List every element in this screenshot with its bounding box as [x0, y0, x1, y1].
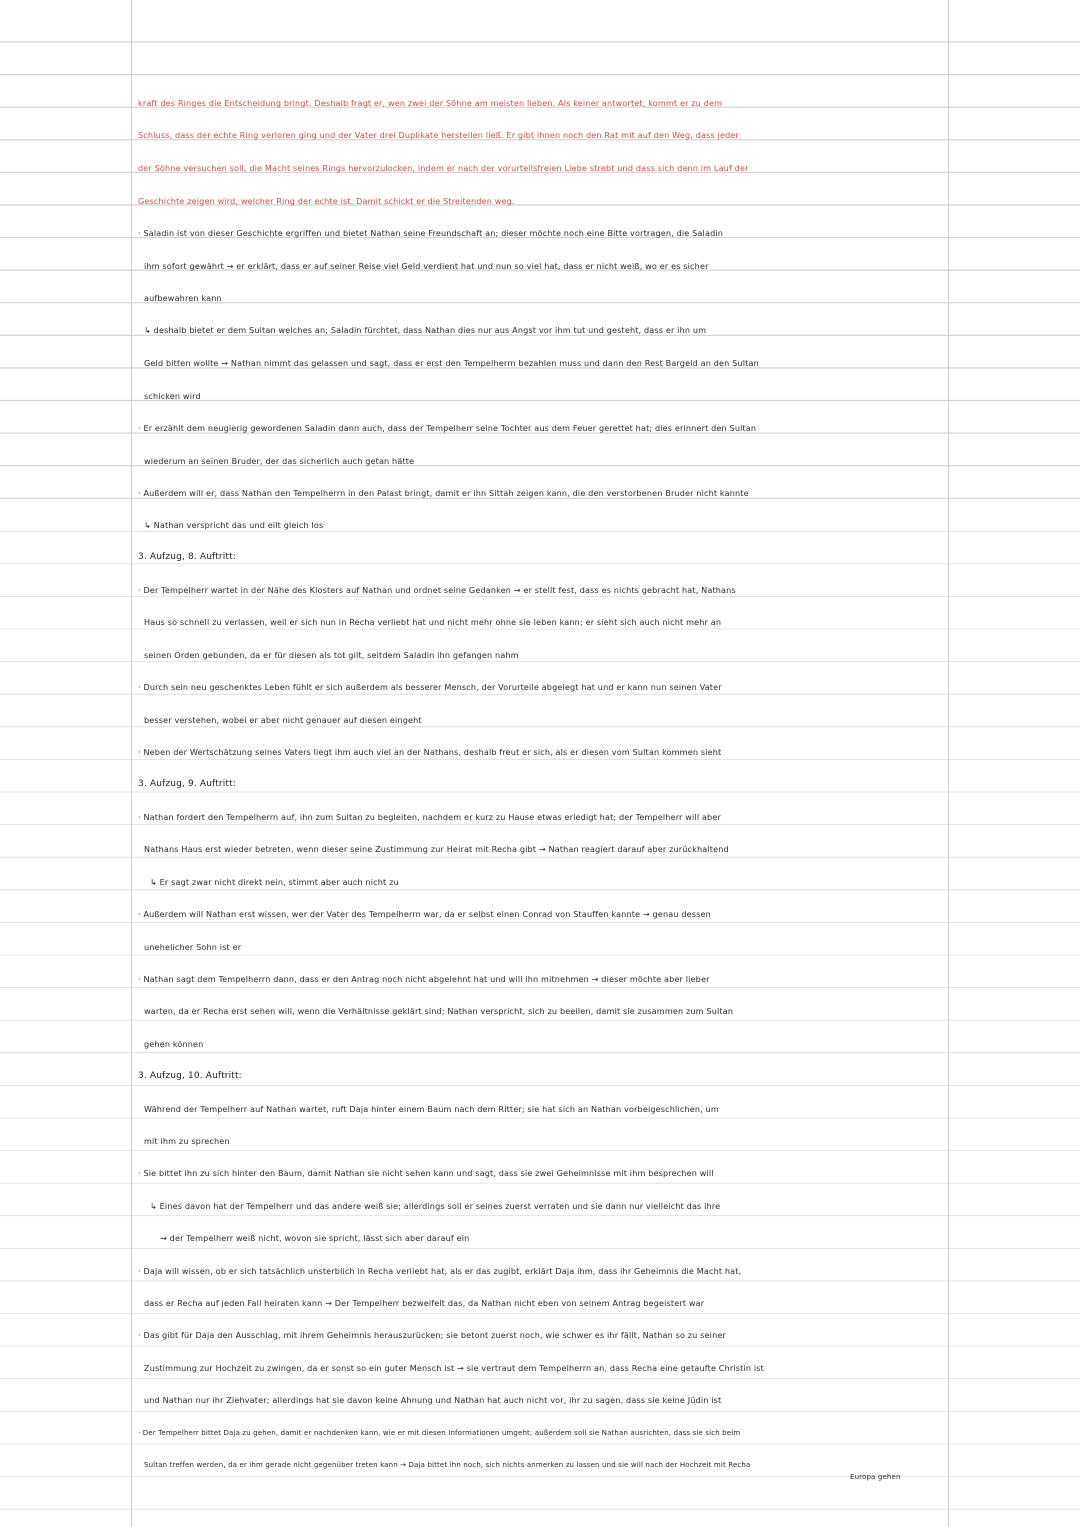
text-line: ↳ Eines davon hat der Tempelherr und das andere weiß sie; allerdings soll er seines zuerst verraten und sie dann nur vielleicht das ihre: [150, 1201, 721, 1211]
text-line: Während der Tempelherr auf Nathan wartet, ruft Daja hinter einem Baum nach dem Ritter; sie hat sich an Nathan vorbeigeschlichen, um: [144, 1104, 719, 1114]
text-line: · Der Tempelherr wartet in der Nähe des Klosters auf Nathan und ordnet seine Gedanken → er stellt fest, dass es nichts gebracht hat, Nathans: [138, 585, 736, 595]
text-line: unehelicher Sohn ist er: [144, 942, 242, 952]
text-line: · Nathan sagt dem Tempelherrn dann, dass er den Antrag noch nicht abgelehnt hat und will ihn mitnehmen → dieser möchte aber lieber: [138, 974, 710, 984]
text-line: Haus so schnell zu verlassen, weil er sich nun in Recha verliebt hat und nicht mehr ohne sie leben kann; er sieht sich auch nicht mehr an: [144, 617, 722, 627]
text-line: dass er Recha auf jeden Fall heiraten kann → Der Tempelherr bezweifelt das, da Nathan nicht eben von seinem Antrag begeistert war: [144, 1298, 705, 1308]
text-line: und Nathan nur ihr Ziehvater; allerdings hat sie davon keine Ahnung und Nathan hat auch nicht vor, ihr zu sagen, dass sie keine Jüdin ist: [144, 1395, 722, 1405]
text-line: wiederum an seinen Bruder, der das sicherlich auch getan hätte: [144, 456, 415, 466]
text-line: · Außerdem will Nathan erst wissen, wer der Vater des Tempelherrn war, da er selbst einen Conrad von Stauffen kannte → genau dessen: [138, 909, 711, 919]
text-line: Sultan treffen werden, da er ihm gerade nicht gegenüber treten kann → Daja bittet ihn noch, sich nichts anmerken zu lassen und sie will nach der Hochzeit mit Recha: [144, 1461, 751, 1469]
text-line: warten, da er Recha erst sehen will, wenn die Verhältnisse geklärt sind; Nathan verspricht, sich zu beeilen, damit sie zusammen zum Sultan: [144, 1006, 734, 1016]
text-line: ↳ deshalb bietet er dem Sultan welches an; Saladin fürchtet, dass Nathan dies nur aus Angst vor ihm tut und gesteht, dass er ihn um: [144, 325, 707, 335]
section-heading: 3. Aufzug, 8. Auftritt:: [138, 552, 236, 562]
section-heading: 3. Aufzug, 10. Auftritt:: [138, 1071, 242, 1081]
text-line: Zustimmung zur Hochzeit zu zwingen, da er sonst so ein guter Mensch ist → sie vertraut dem Tempelherrn an, dass Recha eine getaufte Christin ist: [144, 1363, 764, 1373]
text-line: ↳ Nathan verspricht das und eilt gleich los: [144, 520, 324, 530]
text-line: · Das gibt für Daja den Ausschlag, mit ihrem Geheimnis herauszurücken; sie betont zuerst noch, wie schwer es ihr fällt, Nathan so zu seiner: [138, 1330, 726, 1340]
text-line: Geld bitten wollte → Nathan nimmt das gelassen und sagt, dass er erst den Tempelherrn bezahlen muss und dann den Rest Bargeld an den Sultan: [144, 358, 759, 368]
text-line: der Söhne versuchen soll, die Macht seines Rings hervorzulocken, indem er nach der vorurteilsfreien Liebe strebt und dass sich dann im Lauf der: [138, 163, 749, 173]
text-line: ihm sofort gewährt → er erklärt, dass er auf seiner Reise viel Geld verdient hat und nun so viel hat, dass er nicht weiß, wo er es sicher: [144, 261, 709, 271]
text-line: schicken wird: [144, 391, 201, 401]
text-line: · Außerdem will er, dass Nathan den Tempelherrn in den Palast bringt, damit er ihn Sittah zeigen kann, die den verstorbenen Bruder nicht kannte: [138, 488, 749, 498]
text-line: → der Tempelherr weiß nicht, wovon sie spricht, lässt sich aber darauf ein: [160, 1233, 470, 1243]
text-line: · Durch sein neu geschenktes Leben fühlt er sich außerdem als besserer Mensch, der Vorurteile abgelegt hat und er kann nun seinen Vater: [138, 682, 722, 692]
text-line: mit ihm zu sprechen: [144, 1136, 230, 1146]
text-line: · Saladin ist von dieser Geschichte ergriffen und bietet Nathan seine Freundschaft an; dieser möchte noch eine Bitte vortragen, die Saladin: [138, 228, 724, 238]
text-line: seinen Orden gebunden, da er für diesen als tot gilt, seitdem Saladin ihn gefangen nahm: [144, 650, 519, 660]
text-line: · Daja will wissen, ob er sich tatsächlich unsterblich in Recha verliebt hat, als er das zugibt, erklärt Daja ihm, dass ihr Geheimnis die Macht hat,: [138, 1266, 742, 1276]
text-line: · Neben der Wertschätzung seines Vaters liegt ihm auch viel an der Nathans, deshalb freut er sich, als er diesen vom Sultan kommen sieht: [138, 747, 722, 757]
text-line: ↳ Er sagt zwar nicht direkt nein, stimmt aber auch nicht zu: [150, 877, 399, 887]
text-line: Europa gehen: [850, 1473, 901, 1481]
text-line: · Er erzählt dem neugierig gewordenen Saladin dann auch, dass der Tempelherr seine Tochter aus dem Feuer gerettet hat; dies erinnert den Sultan: [138, 423, 757, 433]
text-line: Nathans Haus erst wieder betreten, wenn dieser seine Zustimmung zur Heirat mit Recha gibt → Nathan reagiert darauf aber zurückhaltend: [144, 844, 729, 854]
text-line: kraft des Ringes die Entscheidung bringt. Deshalb fragt er, wen zwei der Söhne am meisten lieben. Als keiner antwortet, kommt er zu dem: [138, 98, 723, 108]
text-line: Geschichte zeigen wird, welcher Ring der echte ist. Damit schickt er die Streitenden weg.: [138, 196, 515, 206]
text-line: Schluss, dass der echte Ring verloren ging und der Vater drei Duplikate herstellen ließ. Er gibt ihnen noch den Rat mit auf den Weg, dass jeder: [138, 130, 739, 140]
text-line: besser verstehen, wobei er aber nicht genauer auf diesen eingeht: [144, 715, 422, 725]
text-line: · Nathan fordert den Tempelherrn auf, ihn zum Sultan zu begleiten, nachdem er kurz zu Hause etwas erledigt hat; der Tempelherr will aber: [138, 812, 721, 822]
left-margin-line: [131, 0, 132, 1527]
section-heading: 3. Aufzug, 9. Auftritt:: [138, 779, 236, 789]
text-line: gehen können: [144, 1039, 204, 1049]
text-line: aufbewahren kann: [144, 293, 222, 303]
text-line: · Der Tempelherr bittet Daja zu gehen, damit er nachdenken kann, wie er mit diesen Informationen umgeht; außerdem soll sie Nathan ausrichten, dass sie sich beim: [138, 1429, 741, 1437]
text-line: · Sie bittet ihn zu sich hinter den Baum, damit Nathan sie nicht sehen kann und sagt, dass sie zwei Geheimnisse mit ihm besprechen will: [138, 1168, 714, 1178]
